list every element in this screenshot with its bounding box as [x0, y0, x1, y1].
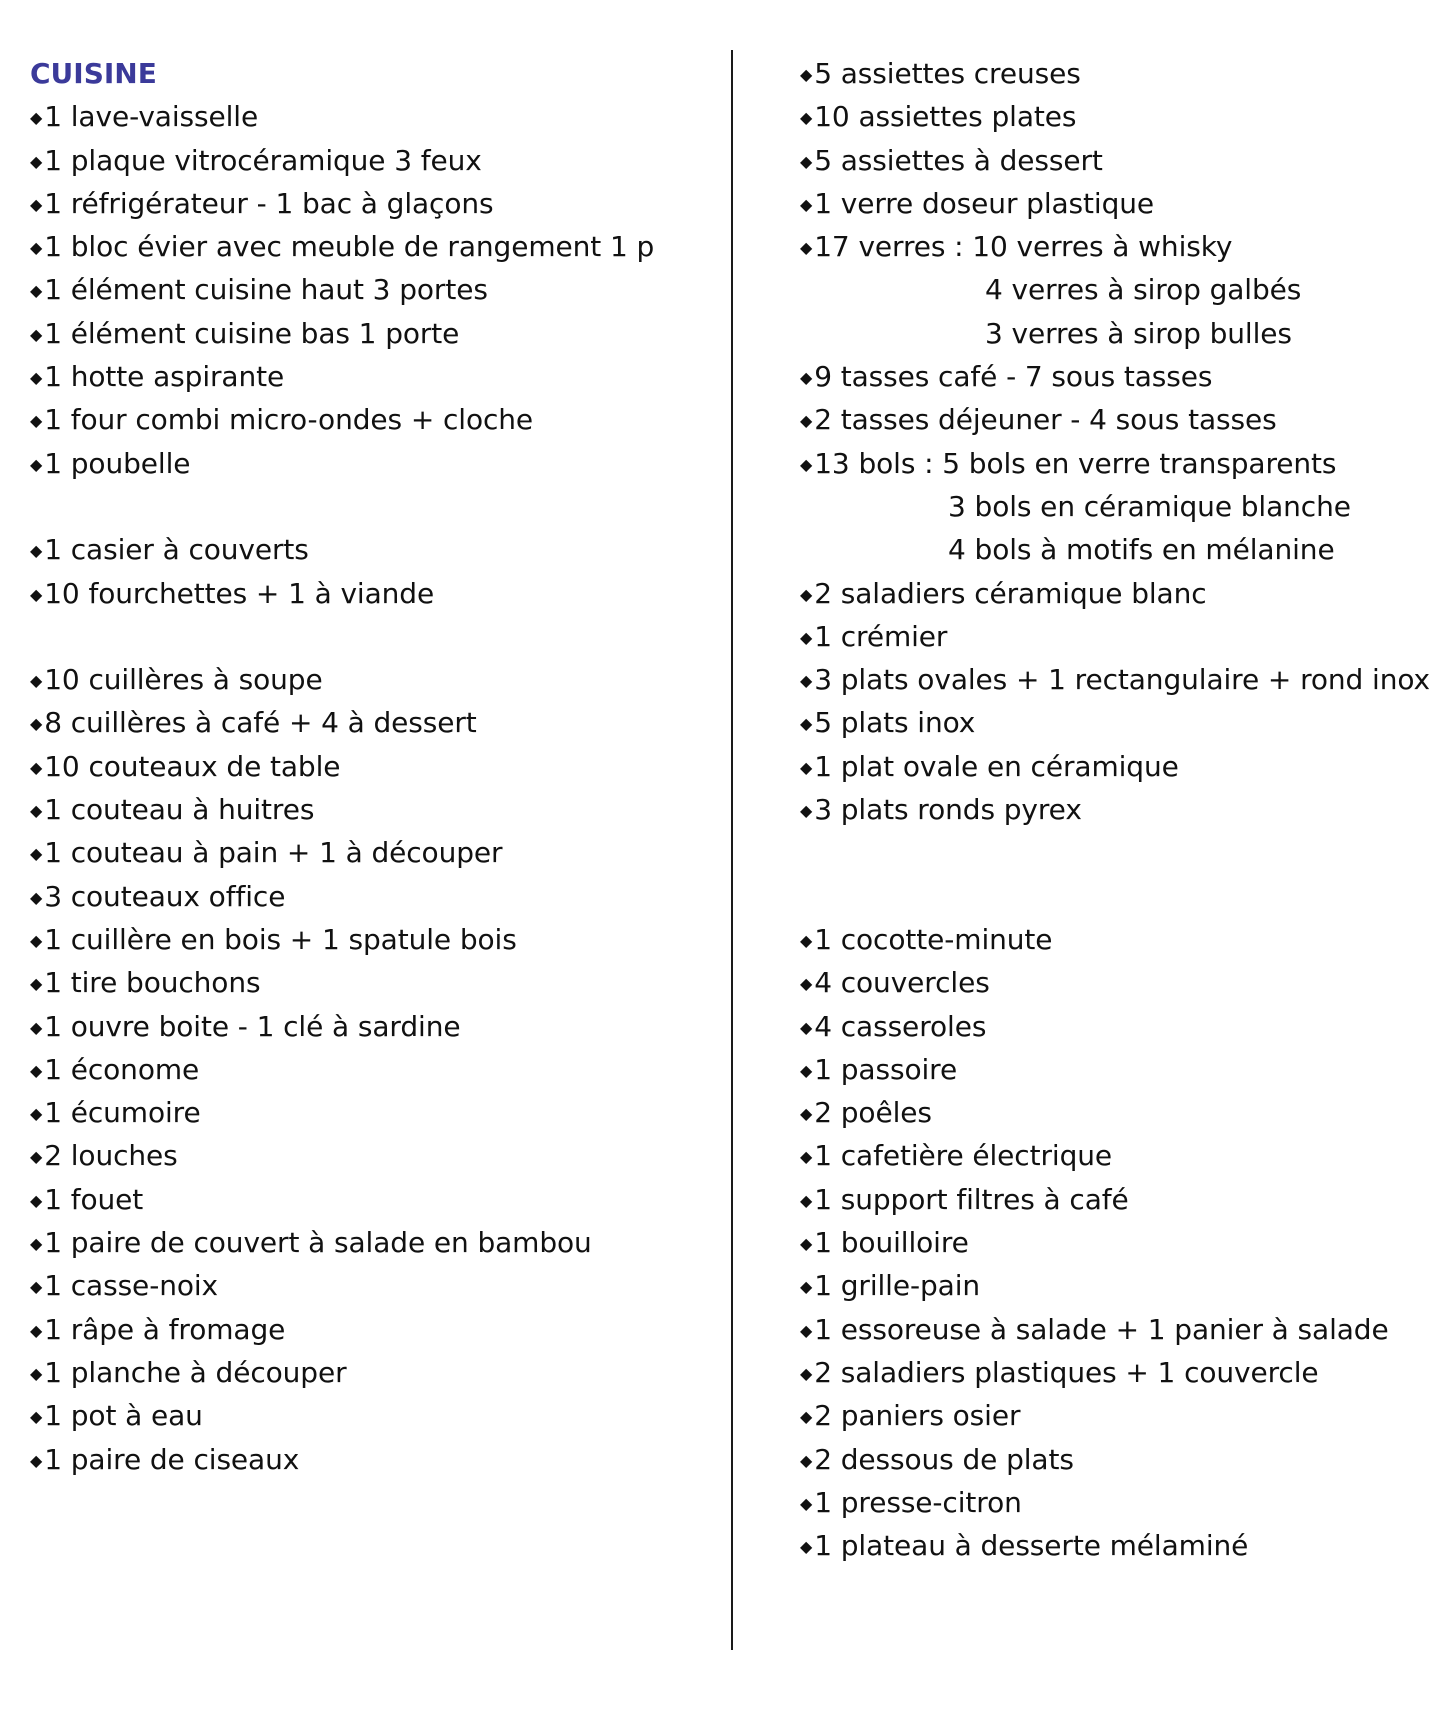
bullet-icon: ◆	[30, 757, 43, 777]
bullet-icon: ◆	[800, 1147, 813, 1167]
bullet-icon: ◆	[800, 671, 813, 691]
list-item	[30, 1438, 720, 1481]
bullet-icon: ◆	[800, 1363, 813, 1383]
bullet-icon: ◆	[800, 1190, 813, 1210]
list-item	[800, 355, 1430, 398]
list-item	[800, 615, 1430, 658]
bullet-icon: ◆	[30, 411, 43, 431]
item-label: 1 fouet	[44, 1182, 144, 1216]
item-label: 1 couteau à huitres	[44, 793, 315, 827]
list-item	[800, 701, 1430, 744]
item-label: 3 bols en céramique blanche	[948, 489, 1351, 523]
bullet-icon: ◆	[30, 974, 43, 994]
cups-bowls-list	[800, 355, 1430, 485]
bullet-icon: ◆	[800, 930, 813, 950]
list-item	[30, 701, 720, 744]
bullet-icon: ◆	[800, 1104, 813, 1124]
item-label: 1 paire de couvert à salade en bambou	[44, 1226, 592, 1260]
column-divider	[731, 50, 733, 1650]
list-item	[30, 745, 720, 788]
list-item	[800, 398, 1430, 441]
list-item	[800, 528, 1430, 571]
bullet-icon: ◆	[800, 454, 813, 474]
item-label: 3 plats ovales + 1 rectangulaire + rond inox	[814, 663, 1430, 697]
item-label: 3 couteaux office	[44, 879, 286, 913]
bullet-icon: ◆	[800, 801, 813, 821]
item-label: 13 bols : 5 bols en verre transparents	[814, 446, 1337, 480]
list-item	[800, 139, 1430, 182]
item-label: 4 verres à sirop galbés	[985, 273, 1302, 307]
right-column	[800, 52, 1430, 1567]
bullet-icon: ◆	[30, 844, 43, 864]
bullet-icon: ◆	[800, 1537, 813, 1557]
item-label: 1 élément cuisine bas 1 porte	[44, 316, 460, 350]
list-item	[800, 1264, 1430, 1307]
bullet-icon: ◆	[30, 930, 43, 950]
bullet-icon: ◆	[30, 1017, 43, 1037]
bullet-icon: ◆	[30, 1104, 43, 1124]
list-item	[800, 1091, 1430, 1134]
list-item	[800, 788, 1430, 831]
list-item	[30, 1394, 720, 1437]
item-label: 1 couteau à pain + 1 à découper	[44, 836, 503, 870]
list-item	[800, 225, 1430, 268]
list-item	[800, 1351, 1430, 1394]
bullet-icon: ◆	[30, 1277, 43, 1297]
item-label: 2 dessous de plats	[814, 1442, 1074, 1476]
list-item	[800, 442, 1430, 485]
item-label: 2 tasses déjeuner - 4 sous tasses	[814, 403, 1277, 437]
item-label: 1 cuillère en bois + 1 spatule bois	[44, 922, 517, 956]
list-item	[30, 572, 720, 615]
item-label: 1 bouilloire	[814, 1226, 969, 1260]
item-label: 1 casse-noix	[44, 1269, 219, 1303]
bullet-icon: ◆	[30, 1190, 43, 1210]
bullet-icon: ◆	[800, 974, 813, 994]
list-item	[800, 1308, 1430, 1351]
item-label: 1 pot à eau	[44, 1399, 203, 1433]
item-label: 1 four combi micro-ondes + cloche	[44, 403, 534, 437]
item-label: 1 support filtres à café	[814, 1182, 1129, 1216]
item-label: 1 ouvre boite - 1 clé à sardine	[44, 1009, 461, 1043]
list-item	[30, 312, 720, 355]
bullet-icon: ◆	[800, 1407, 813, 1427]
bullet-icon: ◆	[800, 1493, 813, 1513]
left-inventory-list	[30, 95, 720, 1481]
item-label: 1 écumoire	[44, 1096, 201, 1130]
bullet-icon: ◆	[30, 281, 43, 301]
item-label: 5 plats inox	[814, 706, 976, 740]
bullet-icon: ◆	[30, 1234, 43, 1254]
list-item	[800, 1048, 1430, 1091]
list-item	[30, 1048, 720, 1091]
item-label: 1 crémier	[814, 619, 948, 653]
bullet-icon: ◆	[30, 1450, 43, 1470]
item-label: 1 plaque vitrocéramique 3 feux	[44, 143, 482, 177]
list-item	[30, 658, 720, 701]
bullet-icon: ◆	[30, 324, 43, 344]
bullet-icon: ◆	[800, 1450, 813, 1470]
list-item	[800, 961, 1430, 1004]
list-item	[30, 182, 720, 225]
bullet-icon: ◆	[30, 541, 43, 561]
bullet-icon: ◆	[30, 714, 43, 734]
item-label: 1 râpe à fromage	[44, 1312, 286, 1346]
list-item	[800, 485, 1430, 528]
list-item	[800, 1178, 1430, 1221]
bullet-icon: ◆	[30, 368, 43, 388]
section-title: CUISINE	[30, 57, 157, 90]
list-item	[800, 658, 1430, 701]
bullet-icon: ◆	[800, 714, 813, 734]
list-item	[30, 528, 720, 571]
bullet-icon: ◆	[800, 108, 813, 128]
item-label: 2 poêles	[814, 1096, 932, 1130]
bullet-icon: ◆	[30, 454, 43, 474]
dishware-list	[800, 52, 1430, 268]
list-item	[800, 1221, 1430, 1264]
list-item	[30, 442, 720, 485]
list-item	[30, 1178, 720, 1221]
bullet-icon: ◆	[800, 411, 813, 431]
item-label: 2 louches	[44, 1139, 178, 1173]
list-item	[800, 1134, 1430, 1177]
item-label: 1 cafetière électrique	[814, 1139, 1113, 1173]
list-item	[30, 1134, 720, 1177]
item-label: 4 casseroles	[814, 1009, 987, 1043]
list-item	[30, 1264, 720, 1307]
list-item	[30, 139, 720, 182]
list-item	[800, 182, 1430, 225]
spacer	[30, 485, 720, 528]
list-item	[800, 1524, 1430, 1567]
plates-list	[800, 572, 1430, 832]
list-item	[30, 1351, 720, 1394]
bullet-icon: ◆	[800, 194, 813, 214]
list-item	[800, 1481, 1430, 1524]
list-item	[800, 268, 1430, 311]
item-label: 1 casier à couverts	[44, 533, 309, 567]
list-item	[800, 1438, 1430, 1481]
bullet-icon: ◆	[30, 671, 43, 691]
list-item	[800, 312, 1430, 355]
list-item	[30, 95, 720, 138]
list-item	[30, 875, 720, 918]
list-item	[30, 918, 720, 961]
bullet-icon: ◆	[30, 1363, 43, 1383]
item-label: 10 couteaux de table	[44, 749, 341, 783]
item-label: 2 paniers osier	[814, 1399, 1021, 1433]
spacer	[800, 831, 1430, 918]
item-label: 10 assiettes plates	[814, 100, 1077, 134]
bullet-icon: ◆	[800, 368, 813, 388]
item-label: 4 bols à motifs en mélanine	[948, 533, 1335, 567]
bullet-icon: ◆	[800, 1017, 813, 1037]
list-item	[30, 961, 720, 1004]
bullet-icon: ◆	[30, 238, 43, 258]
list-item	[800, 745, 1430, 788]
bullet-icon: ◆	[30, 151, 43, 171]
bowls-sub-list	[800, 485, 1430, 572]
item-label: 1 paire de ciseaux	[44, 1442, 300, 1476]
list-item	[800, 95, 1430, 138]
item-label: 5 assiettes creuses	[814, 57, 1081, 90]
list-item	[30, 1005, 720, 1048]
list-item	[30, 355, 720, 398]
item-label: 1 bloc évier avec meuble de rangement 1 p	[44, 230, 655, 264]
bullet-icon: ◆	[800, 627, 813, 647]
list-item	[30, 268, 720, 311]
bullet-icon: ◆	[30, 1060, 43, 1080]
left-column	[30, 52, 720, 1481]
spacer	[30, 615, 720, 658]
bullet-icon: ◆	[800, 1234, 813, 1254]
list-item	[30, 1091, 720, 1134]
cookware-list	[800, 918, 1430, 1567]
list-item	[30, 398, 720, 441]
item-label: 8 cuillères à café + 4 à dessert	[44, 706, 477, 740]
bullet-icon: ◆	[800, 757, 813, 777]
item-label: 1 élément cuisine haut 3 portes	[44, 273, 488, 307]
list-item	[30, 225, 720, 268]
bullet-icon: ◆	[30, 1147, 43, 1167]
item-label: 17 verres : 10 verres à whisky	[814, 230, 1233, 264]
list-item	[800, 1005, 1430, 1048]
bullet-icon: ◆	[800, 238, 813, 258]
bullet-icon: ◆	[800, 1277, 813, 1297]
item-label: 10 fourchettes + 1 à viande	[44, 576, 435, 610]
bullet-icon: ◆	[800, 65, 813, 84]
item-label: 1 tire bouchons	[44, 966, 261, 1000]
item-label: 1 verre doseur plastique	[814, 186, 1155, 220]
bullet-icon: ◆	[30, 194, 43, 214]
list-item	[30, 1221, 720, 1264]
list-item	[30, 1308, 720, 1351]
item-label: 2 saladiers céramique blanc	[814, 576, 1207, 610]
item-label: 5 assiettes à dessert	[814, 143, 1103, 177]
item-label: 1 grille-pain	[814, 1269, 981, 1303]
bullet-icon: ◆	[800, 151, 813, 171]
list-item	[800, 1394, 1430, 1437]
bullet-icon: ◆	[30, 1320, 43, 1340]
item-label: 1 presse-citron	[814, 1485, 1022, 1519]
item-label: 3 plats ronds pyrex	[814, 793, 1082, 827]
item-label: 1 planche à découper	[44, 1355, 347, 1389]
bullet-icon: ◆	[30, 108, 43, 128]
bullet-icon: ◆	[30, 1407, 43, 1427]
item-label: 4 couvercles	[814, 966, 990, 1000]
bullet-icon: ◆	[30, 887, 43, 907]
bullet-icon: ◆	[800, 584, 813, 604]
item-label: 3 verres à sirop bulles	[985, 316, 1292, 350]
list-item	[800, 918, 1430, 961]
bullet-icon: ◆	[800, 1060, 813, 1080]
item-label: 1 économe	[44, 1052, 200, 1086]
bullet-icon: ◆	[30, 801, 43, 821]
bullet-icon: ◆	[800, 1320, 813, 1340]
item-label: 2 saladiers plastiques + 1 couvercle	[814, 1355, 1319, 1389]
item-label: 1 essoreuse à salade + 1 panier à salade	[814, 1312, 1389, 1346]
item-label: 1 plat ovale en céramique	[814, 749, 1179, 783]
list-item	[30, 831, 720, 874]
item-label: 1 passoire	[814, 1052, 958, 1086]
item-label: 1 lave-vaisselle	[44, 100, 259, 134]
list-item	[800, 52, 1430, 95]
item-label: 9 tasses café - 7 sous tasses	[814, 360, 1213, 394]
glasses-sub-list	[800, 268, 1430, 355]
list-item	[800, 572, 1430, 615]
item-label: 1 poubelle	[44, 446, 191, 480]
item-label: 1 hotte aspirante	[44, 360, 285, 394]
bullet-icon: ◆	[30, 584, 43, 604]
item-label: 1 plateau à desserte mélaminé	[814, 1529, 1249, 1563]
item-label: 1 réfrigérateur - 1 bac à glaçons	[44, 186, 494, 220]
list-item	[30, 788, 720, 831]
item-label: 1 cocotte-minute	[814, 922, 1053, 956]
item-label: 10 cuillères à soupe	[44, 663, 323, 697]
